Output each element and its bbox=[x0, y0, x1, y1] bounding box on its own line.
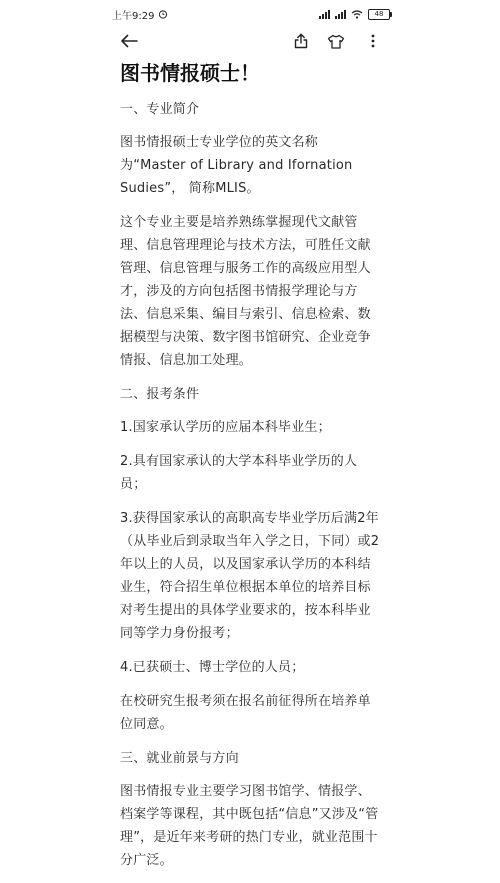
status-time: 上午9:29 bbox=[112, 10, 155, 22]
share-icon bbox=[294, 33, 308, 49]
article bbox=[120, 56, 380, 883]
back-arrow-icon bbox=[120, 34, 138, 48]
paragraph-description: 这个专业主要是培养熟练掌握现代文献管理、信息管理理论与技术方法，可胜任文献管理、信息管理与服务工作的高级应用型人才，涉及的方向包括图书情报学理论与方法、信息采集、编目与索引、信息检索、数据模型与决策、数字图书馆研究、企业竞争情报、信息加工处理。 bbox=[120, 215, 371, 368]
paragraph-english-name: 图书情报硕士专业学位的英文名称为“Master of Library and Ifornation Sudies”， 简称MLIS。 bbox=[120, 135, 353, 196]
section-heading-career: 三、就业前景与方向 bbox=[120, 751, 239, 766]
paragraph-career: 图书情报专业主要学习图书馆学、情报学、档案学等课程，其中既包括“信息”又涉及“管理”，是近年来考研的热门专业，就业范围十分广泛。 bbox=[120, 784, 379, 868]
more-vertical-icon bbox=[371, 34, 375, 48]
section-heading-intro: 一、专业简介 bbox=[120, 102, 200, 117]
requirement-1: 1.国家承认学历的应届本科毕业生； bbox=[120, 420, 331, 435]
signal-icon-2 bbox=[335, 10, 346, 19]
outfit-button[interactable] bbox=[323, 28, 349, 54]
article-title: 图书情报硕士！ bbox=[120, 61, 260, 85]
requirement-2: 2.具有国家承认的大学本科毕业学历的人员； bbox=[120, 454, 358, 492]
status-bar bbox=[0, 0, 500, 28]
paragraph-enrolled-students: 在校研究生报考须在报名前征得所在培养单位同意。 bbox=[120, 694, 371, 732]
requirement-4: 4.已获硕士、博士学位的人员； bbox=[120, 660, 305, 675]
status-right bbox=[319, 9, 390, 20]
battery-icon: 48 bbox=[368, 9, 390, 20]
more-button[interactable] bbox=[360, 28, 386, 54]
requirement-3: 3.获得国家承认的高职高专毕业学历后满2年（从毕业后到录取当年入学之日，下同）或2年以上的人员，以及国家承认学历的本科结业生，符合招生单位根据本单位的培养目标对考生提出的具体学业要求的，按本科毕业同等学力身份报考； bbox=[120, 511, 380, 641]
share-button[interactable] bbox=[288, 28, 314, 54]
signal-icon bbox=[319, 10, 330, 19]
tshirt-icon bbox=[327, 34, 345, 49]
section-heading-requirements: 二、报考条件 bbox=[120, 387, 200, 402]
wifi-icon bbox=[351, 10, 363, 19]
alarm-icon bbox=[158, 9, 168, 19]
status-left bbox=[112, 7, 168, 22]
back-button[interactable] bbox=[116, 28, 142, 54]
toolbar bbox=[0, 28, 500, 54]
